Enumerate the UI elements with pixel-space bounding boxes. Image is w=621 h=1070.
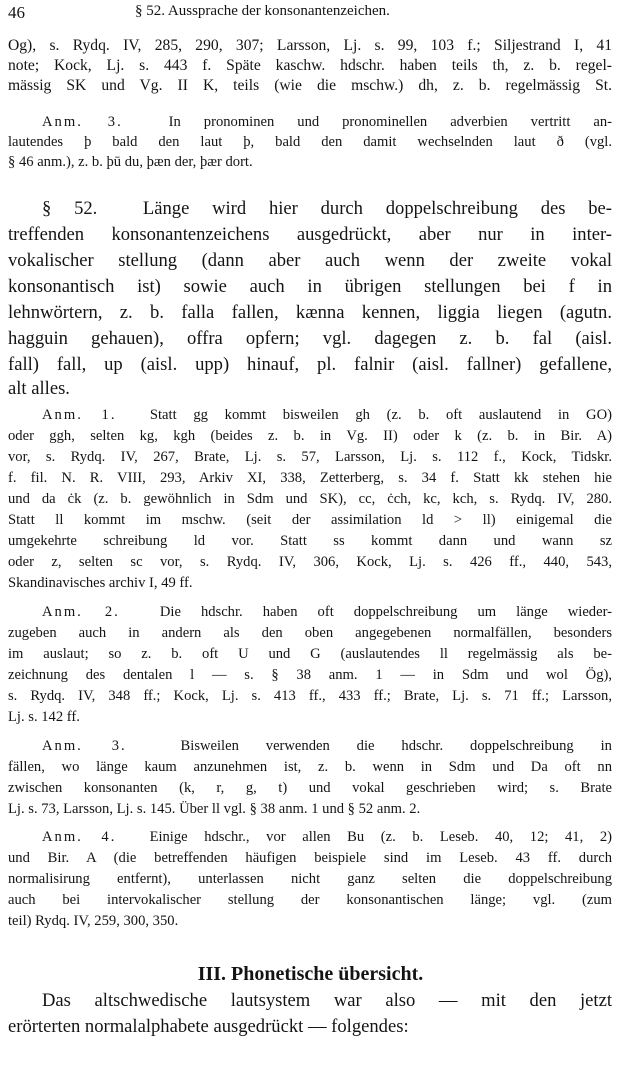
text-line: oder ggh, selten kg, kgh (beides z. b. in Vg. II) oder k (z. b. in Bir. A) (8, 428, 612, 444)
text-line (8, 604, 612, 621)
note-text: Statt gg kommt bisweilen gh (z. b. oft auslautend in GO) (149, 407, 612, 423)
text-line: fällen, wo länge kaum anzunehmen ist, z. b. wenn in Sdm und Da oft nn (8, 759, 612, 775)
running-title: § 52. Aussprache der konsonantenzeichen. (135, 3, 390, 19)
text-line: f. fil. N. R. VIII, 293, Arkiv XI, 338, Zetterberg, s. 34 f. Statt kk stehen hie (8, 470, 612, 486)
text-line: Lj. s. 142 ff. (8, 709, 80, 725)
section-text: Länge wird hier durch doppelschreibung des be- (142, 198, 612, 219)
text-line: fall) fall, up (aisl. upp) hinauf, pl. falnir (aisl. fallner) gefallene, (8, 354, 612, 375)
note-text: Bisweilen verwenden die hdschr. doppelschreibung in (180, 738, 612, 754)
text-line (8, 114, 612, 131)
note-text: Die hdschr. haben oft doppelschreibung um länge wieder- (159, 604, 612, 620)
text-line: hagguin gehauen), offra opfern; vgl. dagegen z. b. fal (aisl. (8, 328, 612, 349)
text-line: treffenden konsonantenzeichens ausgedrückt, aber nur in inter- (8, 224, 612, 245)
text-line: im auslaut; so z. b. oft U und G (auslautendes ll regelmässig als be- (8, 646, 612, 662)
note-label: Anm. 3. (42, 114, 123, 130)
section-label: § 52. (42, 198, 98, 219)
text-line: Das altschwedische lautsystem war also — mit den jetzt (42, 990, 612, 1011)
text-line: und da ċk (z. b. gewöhnlich in Sdm und SK), cc, ċch, kc, kch, s. Rydq. IV, 280. (8, 491, 612, 507)
text-line (8, 198, 612, 220)
text-line: note; Kock, Lj. s. 443 f. Späte kaschw. hdschr. haben teils th, z. b. regel- (8, 57, 612, 74)
text-line: erörterten normalalphabete ausgedrückt — folgendes: (8, 1016, 409, 1037)
text-line: Statt ll kommt im mschw. (seit der assimilation ld > ll) einigemal die (8, 512, 612, 528)
text-line: vor, s. Rydq. IV, 267, Brate, Lj. s. 57, Larsson, Lj. s. 112 f., Kock, Tidskr. (8, 449, 612, 465)
note-text: In pronominen und pronominellen adverbien vertritt an- (168, 114, 612, 130)
text-line: lautendes þ bald den laut þ, bald den damit wechselnden laut ð (vgl. (8, 134, 612, 150)
text-line: mässig SK und Vg. II K, teils (wie die mschw.) dh, z. b. regelmässig St. (8, 77, 612, 94)
note-label: Anm. 3. (42, 738, 127, 754)
text-line: umgekehrte schreibung ld vor. Statt ss kommt dann und wann sz (8, 533, 612, 549)
text-line: alt alles. (8, 378, 70, 399)
note-label: Anm. 1. (42, 407, 117, 423)
text-line (8, 407, 612, 424)
text-line: zwischen konsonanten (k, r, g, t) und vokal geschrieben wird; s. Brate (8, 780, 612, 796)
text-line: zugeben auch in andern als den oben angegebenen normalfällen, besonders (8, 625, 612, 641)
text-line: Og), s. Rydq. IV, 285, 290, 307; Larsson, Lj. s. 99, 103 f.; Siljestrand I, 41 (8, 37, 612, 54)
text-line: lehnwörtern, z. b. falla fallen, kænna kennen, liggia liegen (agutn. (8, 302, 612, 323)
text-line: teil) Rydq. IV, 259, 300, 350. (8, 913, 179, 929)
text-line: vokalischer stellung (dann aber auch wenn der zweite vokal (8, 250, 612, 271)
text-line: und Bir. A (die betreffenden häufigen beispiele sind im Leseb. 43 ff. durch (8, 850, 612, 866)
text-line: auch bei intervokalischer stellung der konsonantischen länge; vgl. (zum (8, 892, 612, 908)
text-line (8, 738, 612, 755)
text-line: s. Rydq. IV, 348 ff.; Kock, Lj. s. 413 ff., 433 ff.; Brate, Lj. s. 71 ff.; Larsson, (8, 688, 612, 704)
note-text: Einige hdschr., vor allen Bu (z. b. Leseb. 40, 12; 41, 2) (149, 829, 612, 845)
text-line: zeichnung des dentalen l — s. § 38 anm. 1 — in Sdm und wol Ög), (8, 667, 612, 683)
note-label: Anm. 4. (42, 829, 117, 845)
text-line: oder z, selten sc vor, s. Rydq. IV, 306, Kock, Lj. s. 426 ff., 440, 543, (8, 554, 612, 570)
text-line: Lj. s. 73, Larsson, Lj. s. 145. Über ll vgl. § 38 anm. 1 und § 52 anm. 2. (8, 801, 421, 817)
text-line: normalisirung entfernt), unterlassen nicht ganz selten die doppelschreibung (8, 871, 612, 887)
note-label: Anm. 2. (42, 604, 120, 620)
chapter-heading: III. Phonetische übersicht. (197, 963, 424, 985)
text-line (8, 829, 612, 846)
text-line: konsonantisch ist) sowie auch in übrigen stellungen bei f in (8, 276, 612, 297)
text-line: § 46 anm.), z. b. þū du, þæn der, þær dort. (8, 154, 253, 170)
text-line: Skandinavisches archiv I, 49 ff. (8, 575, 193, 591)
page-number: 46 (8, 3, 25, 22)
